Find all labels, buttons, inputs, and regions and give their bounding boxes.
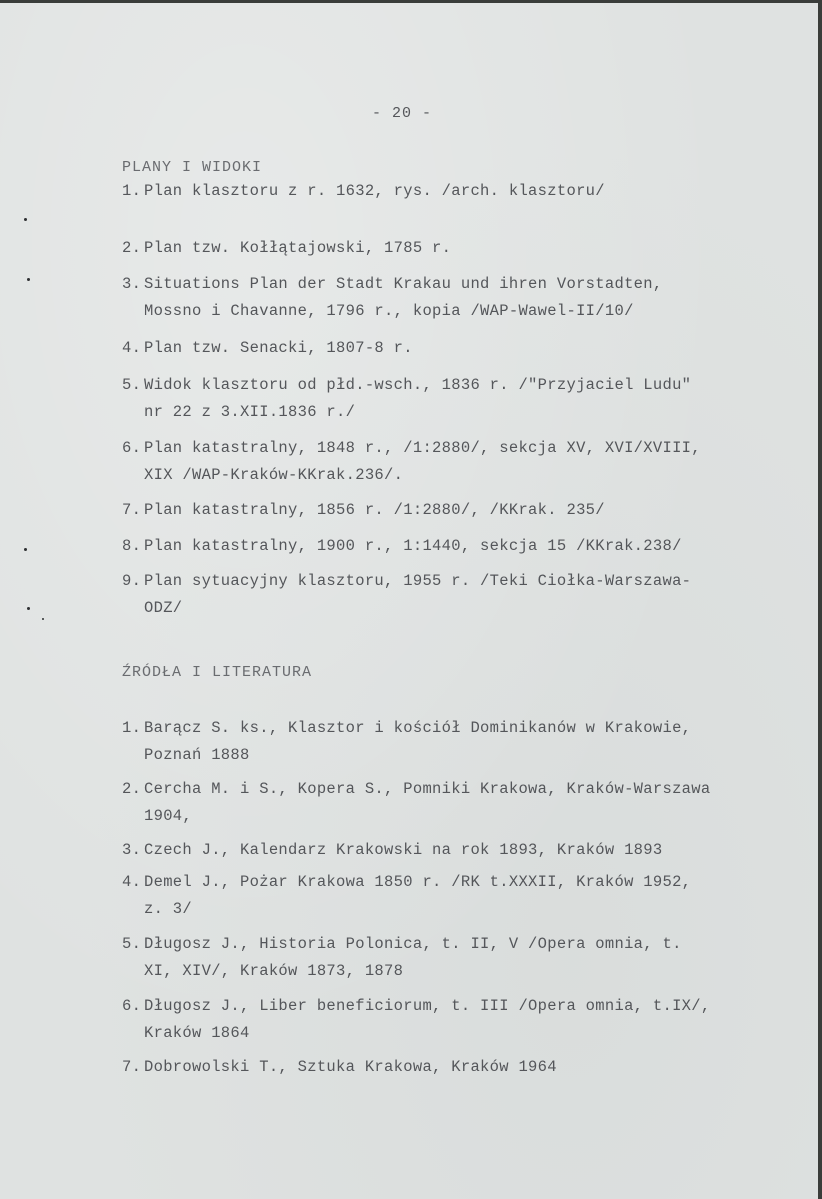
document-page xyxy=(0,3,818,1199)
list-item: 2. Plan tzw. Kołłątajowski, 1785 r. xyxy=(122,239,452,257)
list-item: 1. Barącz S. ks., Klasztor i kościół Dominikanów w Krakowie, Poznań 1888 xyxy=(122,719,692,764)
section-heading-sources: ŹRÓDŁA I LITERATURA xyxy=(122,664,313,681)
list-item: 7. Dobrowolski T., Sztuka Krakowa, Kraków 1964 xyxy=(122,1058,557,1076)
margin-speck xyxy=(27,607,30,610)
margin-speck xyxy=(42,618,44,620)
list-item: 5. Widok klasztoru od płd.-wsch., 1836 r. /"Przyjaciel Ludu" nr 22 z 3.XII.1836 r./ xyxy=(122,376,692,421)
list-item: 3. Czech J., Kalendarz Krakowski na rok 1893, Kraków 1893 xyxy=(122,841,663,859)
list-item: 8. Plan katastralny, 1900 r., 1:1440, sekcja 15 /KKrak.238/ xyxy=(122,537,682,555)
scan-border-right xyxy=(818,0,822,1199)
list-item: 4. Plan tzw. Senacki, 1807-8 r. xyxy=(122,339,413,357)
list-item: 5. Długosz J., Historia Polonica, t. II, V /Opera omnia, t. XI, XIV/, Kraków 1873, 1878 xyxy=(122,935,682,980)
page-number: - 20 - xyxy=(372,105,433,122)
margin-speck xyxy=(24,218,27,221)
list-item: 1. Plan klasztoru z r. 1632, rys. /arch. klasztoru/ xyxy=(122,182,605,200)
section-heading-plans: PLANY I WIDOKI xyxy=(122,159,263,176)
scan-border-top xyxy=(0,0,822,3)
margin-speck xyxy=(24,548,27,551)
list-item: 6. Długosz J., Liber beneficiorum, t. III /Opera omnia, t.IX/, Kraków 1864 xyxy=(122,997,711,1042)
list-item: 6. Plan katastralny, 1848 r., /1:2880/, sekcja XV, XVI/XVIII, XIX /WAP-Kraków-KKrak.236/. xyxy=(122,439,701,484)
list-item: 9. Plan sytuacyjny klasztoru, 1955 r. /Teki Ciołka-Warszawa- ODZ/ xyxy=(122,572,692,617)
list-item: 7. Plan katastralny, 1856 r. /1:2880/, /KKrak. 235/ xyxy=(122,501,605,519)
list-item: 4. Demel J., Pożar Krakowa 1850 r. /RK t.XXXII, Kraków 1952, z. 3/ xyxy=(122,873,692,918)
list-item: 3. Situations Plan der Stadt Krakau und ihren Vorstadten, Mossno i Chavanne, 1796 r., kopia /WAP-Wawel-II/10/ xyxy=(122,275,663,320)
list-item: 2. Cercha M. i S., Kopera S., Pomniki Krakowa, Kraków-Warszawa 1904, xyxy=(122,780,711,825)
margin-speck xyxy=(27,278,30,281)
